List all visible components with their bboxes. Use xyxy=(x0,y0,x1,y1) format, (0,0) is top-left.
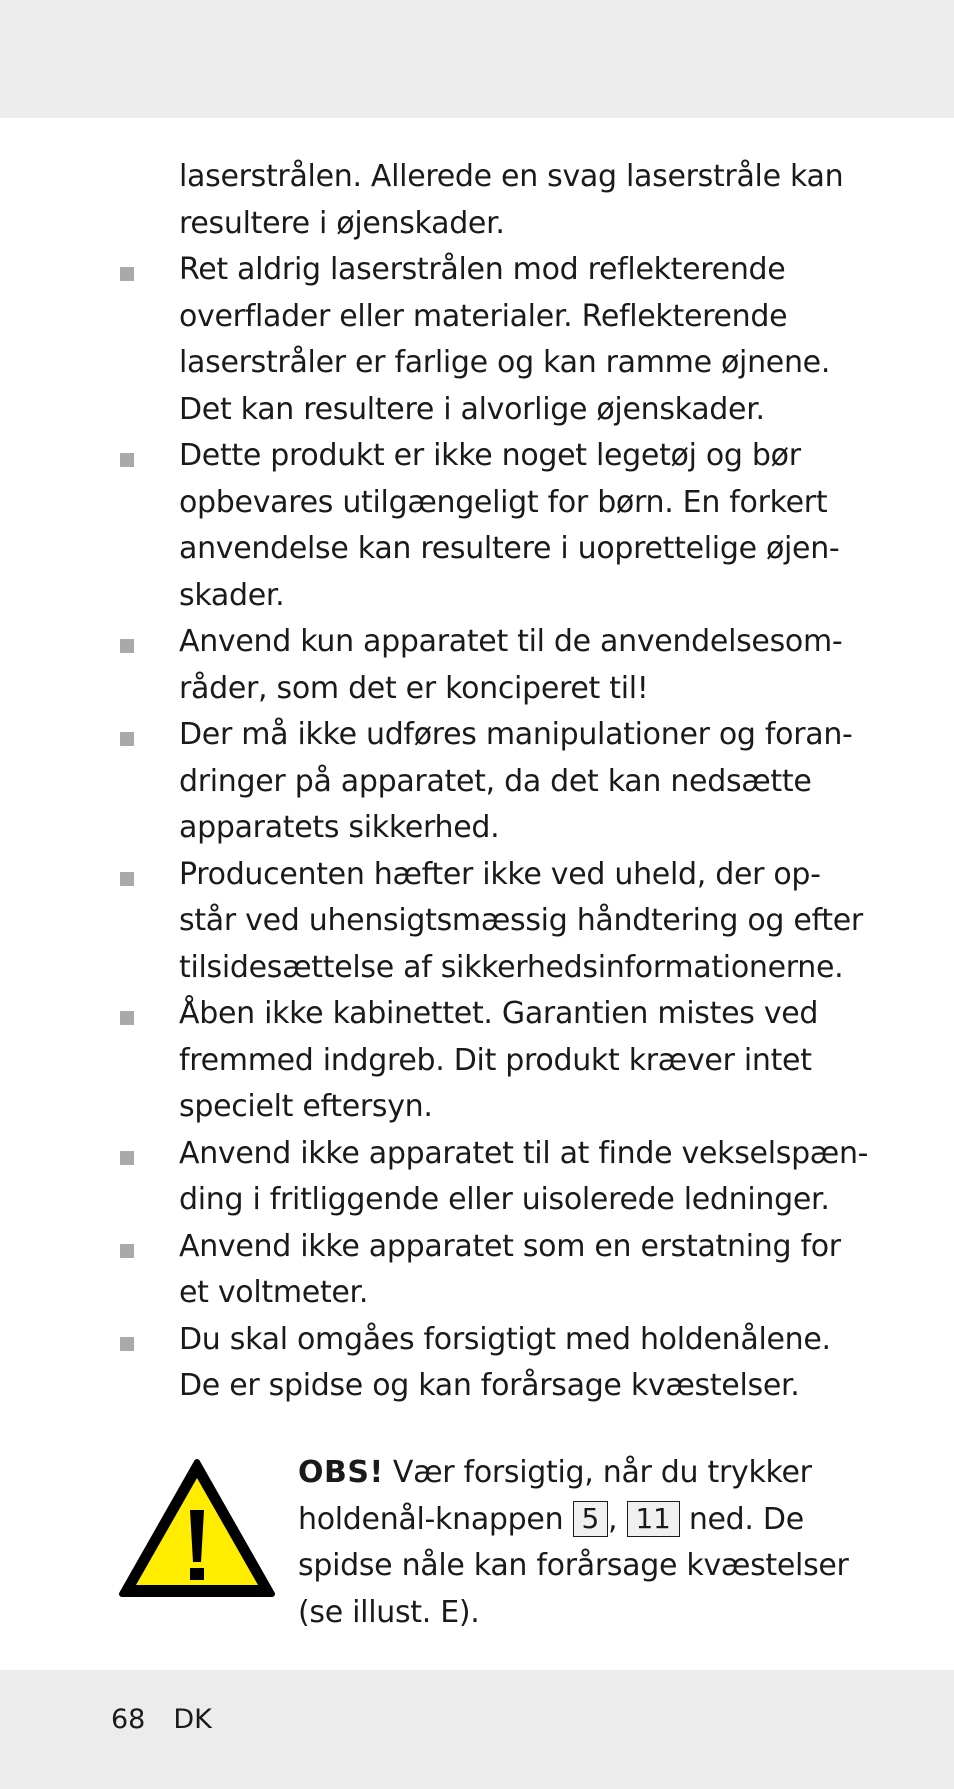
bullet-line: specielt eftersyn. xyxy=(179,1089,433,1124)
bullet-line: Dette produkt er ikke noget legetøj og bør xyxy=(179,438,801,473)
bullet-square-icon xyxy=(120,1151,134,1165)
bullet-line: skader. xyxy=(179,577,285,613)
bullet-item-holding-pins xyxy=(0,1317,954,1410)
page-number: 68 xyxy=(111,1704,146,1735)
warning-text xyxy=(298,1450,849,1636)
warning-triangle-icon xyxy=(118,1458,276,1600)
bullet-line: Det kan resultere i alvorlige øjenskader. xyxy=(179,391,765,427)
warning-line xyxy=(298,1450,849,1497)
top-band xyxy=(0,0,954,118)
bullet-line: Åben ikke kabinettet. Garantien mistes ved xyxy=(179,996,819,1031)
bullet-line: fremmed indgreb. Dit produkt kræver intet xyxy=(179,1042,812,1078)
bullet-item-not-a-toy xyxy=(0,433,954,619)
bullet-line: Anvend ikke apparatet til at finde vekselspæn- xyxy=(179,1135,869,1171)
warning-line-text: ned. De xyxy=(679,1501,804,1537)
bullet-item-intended-use xyxy=(0,619,954,712)
bullet-item-laser-reflection xyxy=(0,247,954,433)
warning-line xyxy=(298,1497,849,1544)
safety-instructions xyxy=(0,154,954,1410)
bullet-square-icon xyxy=(120,872,134,886)
bullet-line: dringer på apparatet, da det kan nedsætte xyxy=(179,763,812,799)
bullet-line: står ved uhensigtsmæssig håndtering og efter xyxy=(179,903,863,938)
bullet-line: laserstråler er farlige og kan ramme øjnene. xyxy=(179,345,831,380)
bullet-line: Anvend kun apparatet til de anvendelsesom- xyxy=(179,624,843,659)
bullet-line: Ret aldrig laserstrålen mod reflekterende xyxy=(179,252,786,287)
bullet-line: Producenten hæfter ikke ved uheld, der op- xyxy=(179,856,821,892)
obs-label: OBS! xyxy=(298,1455,384,1490)
bullet-line: råder, som det er konciperet til! xyxy=(179,670,649,706)
warning-line-text: Vær forsigtig, når du trykker xyxy=(383,1455,812,1490)
page-footer xyxy=(111,1700,212,1740)
part-reference-11: 11 xyxy=(627,1501,680,1537)
bullet-line: anvendelse kan resultere i uoprettelige øjen- xyxy=(179,531,840,566)
bullet-square-icon xyxy=(120,1244,134,1258)
part-reference-5: 5 xyxy=(573,1501,609,1537)
warning-line: (se illust. E). xyxy=(298,1594,480,1630)
intro-line: laserstrålen. Allerede en svag laserstråle kan xyxy=(179,159,844,194)
bullet-line: Du skal omgåes forsigtigt med holdenålene. xyxy=(179,1321,831,1357)
reference-separator: , xyxy=(608,1501,618,1537)
intro-text xyxy=(179,154,954,247)
bullet-square-icon xyxy=(120,1337,134,1351)
bullet-item-no-modifications xyxy=(0,712,954,852)
bullet-square-icon xyxy=(120,639,134,653)
bullet-square-icon xyxy=(120,453,134,467)
bullet-item-cabinet xyxy=(0,991,954,1131)
bullet-line: Der må ikke udføres manipulationer og foran- xyxy=(179,717,853,752)
bullet-line: et voltmeter. xyxy=(179,1275,369,1310)
bullet-square-icon xyxy=(120,732,134,746)
bullet-square-icon xyxy=(120,267,134,281)
warning-line-text: holdenål-knappen xyxy=(298,1501,573,1537)
intro-line: resultere i øjenskader. xyxy=(179,205,505,241)
language-code: DK xyxy=(173,1704,212,1735)
bullet-square-icon xyxy=(120,1011,134,1025)
bullet-item-ac-voltage xyxy=(0,1131,954,1224)
bullet-line: opbevares utilgængeligt for børn. En forkert xyxy=(179,484,828,520)
bullet-line: De er spidse og kan forårsage kvæstelser. xyxy=(179,1368,800,1403)
bullet-line: tilsidesættelse af sikkerhedsinformationerne. xyxy=(179,949,844,985)
bullet-line: Anvend ikke apparatet som en erstatning for xyxy=(179,1228,841,1264)
bullet-line: apparatets sikkerhed. xyxy=(179,810,500,845)
bullet-item-liability xyxy=(0,852,954,992)
bullet-item-voltmeter xyxy=(0,1224,954,1317)
warning-line: spidse nåle kan forårsage kvæstelser xyxy=(298,1548,849,1583)
bullet-line: overflader eller materialer. Reflekterende xyxy=(179,298,788,334)
bullet-line: ding i fritliggende eller uisolerede ledninger. xyxy=(179,1182,830,1217)
